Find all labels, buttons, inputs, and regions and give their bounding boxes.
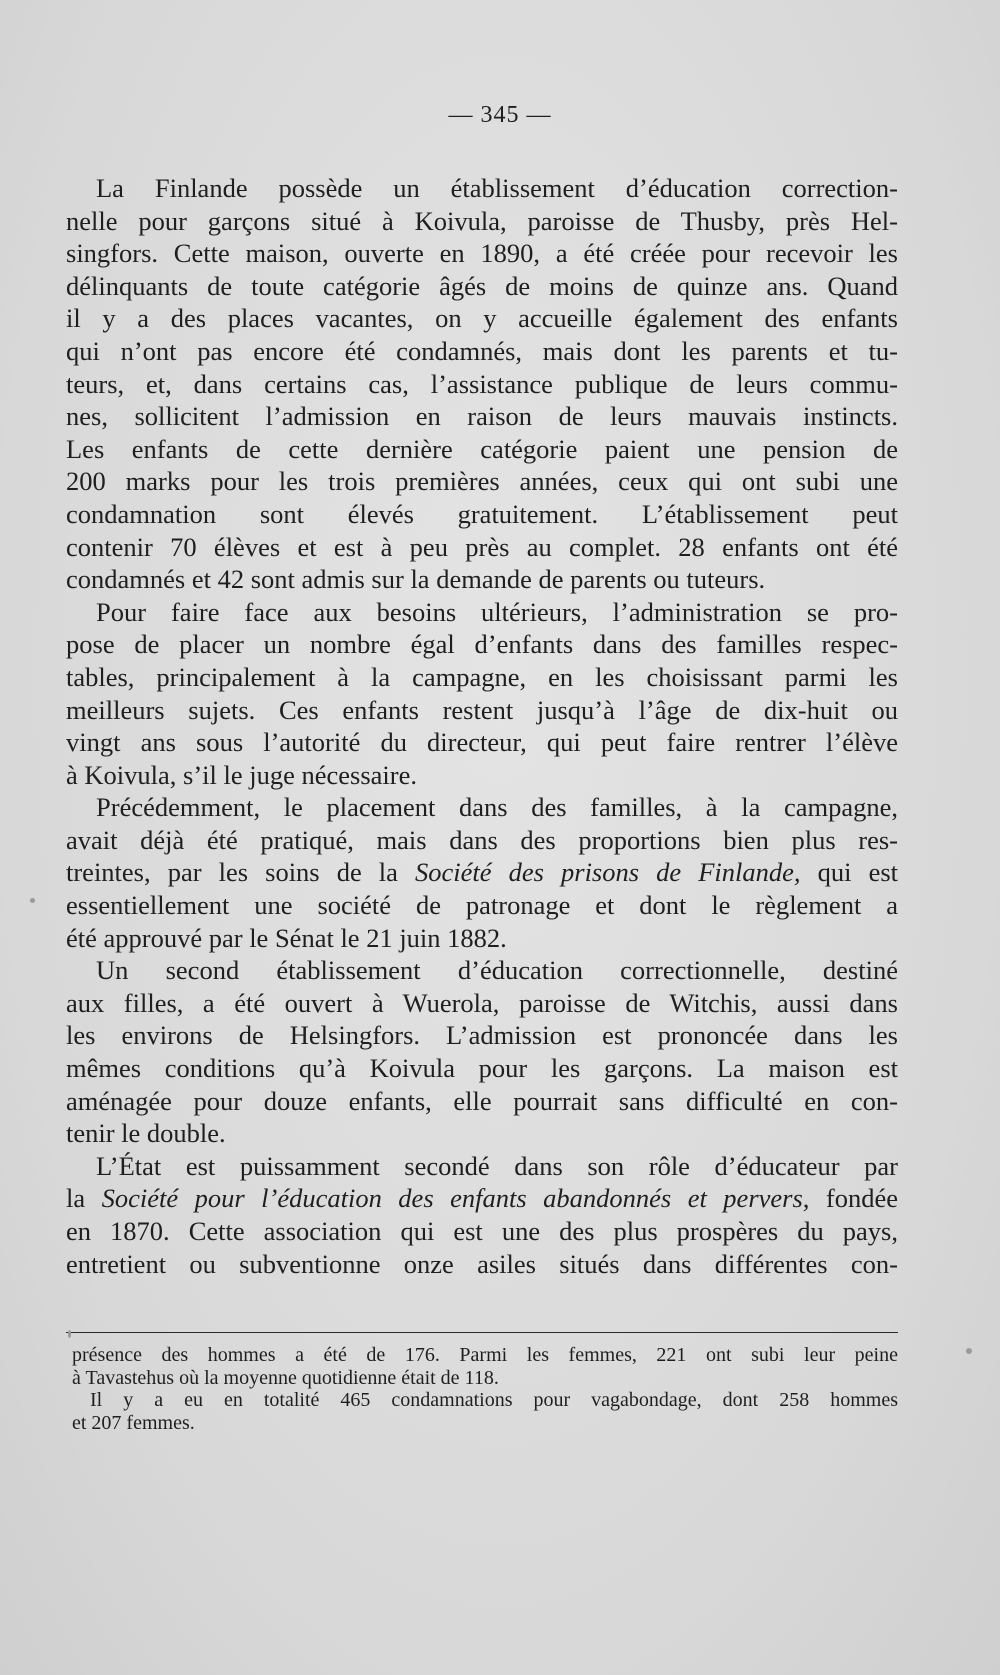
text-line: teurs, et, dans certains cas, l’assistance publique de leurs commu- [66,368,898,399]
footnote-line: et 207 femmes. [72,1411,195,1434]
text-line: Un second établissement d’éducation correctionnelle, destiné [96,955,898,986]
text-line: pose de placer un nombre égal d’enfants dans des familles respec- [66,629,898,660]
text-line: en 1870. Cette association qui est une des plus prospères du pays, [66,1216,898,1246]
text-line: tables, principalement à la campagne, en les choisissant parmi les [66,661,898,692]
text-line: qui n’ont pas encore été condamnés, mais dont les parents et tu- [66,335,898,366]
paper-speck [30,898,35,903]
text-line: Précédemment, le placement dans des familles, à la campagne, [96,792,898,823]
text-line: meilleurs sujets. Ces enfants restent jusqu’à l’âge de dix-huit ou [66,694,898,725]
page-number: — 345 — [448,102,552,128]
text-line: à Koivula, s’il le juge nécessaire. [66,759,417,790]
text-line: été approuvé par le Sénat le 21 juin 1882. [66,922,507,953]
footnotes [72,1344,898,1434]
text-line: avait déjà été pratiqué, mais dans des proportions bien plus res- [66,824,898,855]
text-line: 200 marks pour les trois premières années, ceux qui ont subi une [66,466,898,497]
text-line: singfors. Cette maison, ouverte en 1890, a été créée pour recevoir les [66,238,898,269]
footnote-line: Il y a eu en totalité 465 condamnations pour vagabondage, dont 258 hommes [90,1389,898,1411]
text-line: aux filles, a été ouvert à Wuerola, paroisse de Witchis, aussi dans [66,987,898,1018]
text-line: aménagée pour douze enfants, elle pourrait sans difficulté en con- [66,1085,898,1116]
paper-speck [966,1348,972,1354]
text-segment: qui est [817,857,899,888]
text-line: il y a des places vacantes, on y accueille également des enfants [66,303,898,334]
italic-title: Société des prisons de Finlande, [415,857,801,888]
text-line: contenir 70 élèves et est à peu près au complet. 28 enfants ont été [66,531,898,562]
text-line-with-italic [66,856,898,889]
italic-title: Société pour l’éducation des enfants abandonnés et pervers, [101,1183,810,1214]
text-line: les environs de Helsingfors. L’admission est prononcée dans les [66,1020,898,1051]
text-segment: fondée [825,1183,899,1214]
text-line: Pour faire face aux besoins ultérieurs, l’administration se pro- [96,596,898,627]
text-line: vingt ans sous l’autorité du directeur, qui peut faire rentrer l’élève [66,727,898,758]
paper-speck [68,1330,71,1338]
footnote-rule [66,1332,898,1333]
text-line: nes, sollicitent l’admission en raison de leurs mauvais instincts. [66,401,898,432]
text-line: L’État est puissamment secondé dans son rôle d’éducateur par [96,1150,898,1181]
text-line: La Finlande possède un établissement d’éducation correction- [96,173,898,203]
text-line: nelle pour garçons situé à Koivula, paroisse de Thusby, près Hel- [66,205,898,236]
text-line: essentiellement une société de patronage et dont le règlement a [66,890,898,921]
text-line: délinquants de toute catégorie âgés de moins de quinze ans. Quand [66,270,898,301]
footnote-line: à Tavastehus où la moyenne quotidienne était de 118. [72,1366,499,1389]
body-text [66,172,898,1280]
text-segment: la [66,1183,86,1214]
text-segment: treintes, par les soins de la [66,857,398,888]
text-line-with-italic [66,1182,898,1215]
text-line: condamnés et 42 sont admis sur la demande de parents ou tuteurs. [66,564,766,595]
text-line: mêmes conditions qu’à Koivula pour les garçons. La maison est [66,1053,898,1084]
text-line: condamnation sont élevés gratuitement. L’établissement peut [66,498,898,529]
text-line: Les enfants de cette dernière catégorie paient une pension de [66,433,898,464]
text-line: tenir le double. [66,1118,226,1149]
footnote-line: présence des hommes a été de 176. Parmi les femmes, 221 ont subi leur peine [72,1344,898,1366]
text-line: entretient ou subventionne onze asiles situés dans différentes con- [66,1248,898,1279]
